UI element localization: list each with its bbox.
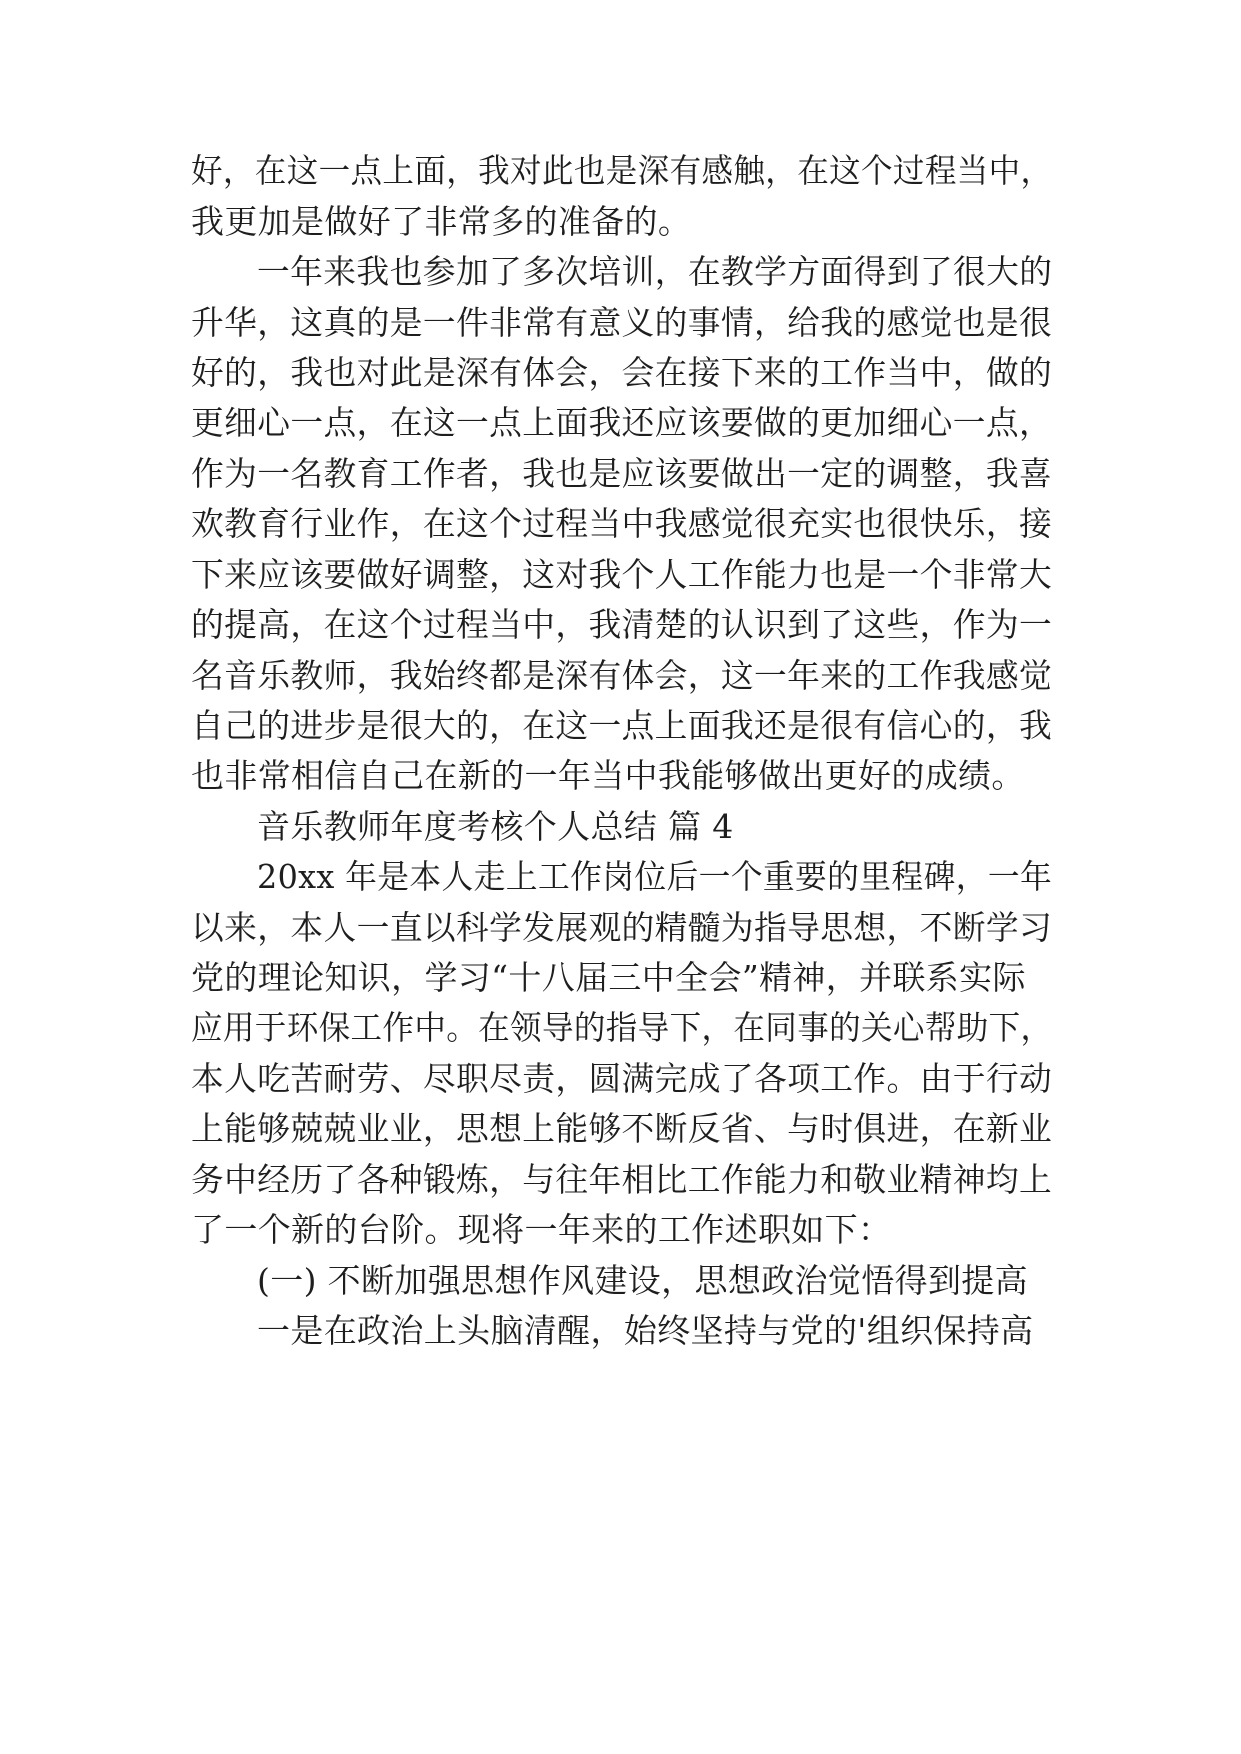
section-heading: 音乐教师年度考核个人总结 篇 4 <box>257 807 734 846</box>
text-line: 务中经历了各种锻炼，与往年相比工作能力和敬业精神均上 <box>191 1160 1053 1199</box>
subsection-heading: (一) 不断加强思想作风建设，思想政治觉悟得到提高 <box>257 1261 1028 1300</box>
text-line: 我更加是做好了非常多的准备的。 <box>191 202 692 241</box>
text-line: 自己的进步是很大的，在这一点上面我还是很有信心的，我 <box>191 706 1053 745</box>
text-line: 本人吃苦耐劳、尽职尽责，圆满完成了各项工作。由于行动 <box>191 1059 1053 1098</box>
text-line: 欢教育行业作，在这个过程当中我感觉很充实也很快乐，接 <box>191 504 1053 543</box>
text-line: 升华，这真的是一件非常有意义的事情，给我的感觉也是很 <box>191 303 1053 342</box>
text-line: 党的理论知识，学习“十八届三中全会”精神，并联系实际 <box>191 958 1026 997</box>
text-line: 也非常相信自己在新的一年当中我能够做出更好的成绩。 <box>191 756 1025 795</box>
text-line: 作为一名教育工作者，我也是应该要做出一定的调整，我喜 <box>191 454 1053 493</box>
text-line: 好的，我也对此是深有体会，会在接下来的工作当中，做的 <box>191 353 1053 392</box>
text-line: 应用于环保工作中。在领导的指导下，在同事的关心帮助下， <box>191 1008 1053 1047</box>
text-line: 上能够兢兢业业，思想上能够不断反省、与时俱进，在新业 <box>191 1109 1053 1148</box>
text-line: 名音乐教师，我始终都是深有体会，这一年来的工作我感觉 <box>191 656 1053 695</box>
text-line: 以来，本人一直以科学发展观的精髓为指导思想，不断学习 <box>191 908 1053 947</box>
text-line: 好，在这一点上面，我对此也是深有感触，在这个过程当中， <box>191 151 1053 190</box>
text-line: 更细心一点，在这一点上面我还应该要做的更加细心一点， <box>191 403 1053 442</box>
text-line: 的提高，在这个过程当中，我清楚的认识到了这些，作为一 <box>191 605 1053 644</box>
text-line: 了一个新的台阶。现将一年来的工作述职如下： <box>191 1210 892 1249</box>
text-line: 20xx 年是本人走上工作岗位后一个重要的里程碑，一年 <box>257 857 1053 896</box>
text-line: 下来应该要做好调整，这对我个人工作能力也是一个非常大 <box>191 555 1053 594</box>
text-line: 一是在政治上头脑清醒，始终坚持与党的'组织保持高 <box>257 1311 1034 1350</box>
text-line: 一年来我也参加了多次培训，在教学方面得到了很大的 <box>257 252 1053 291</box>
